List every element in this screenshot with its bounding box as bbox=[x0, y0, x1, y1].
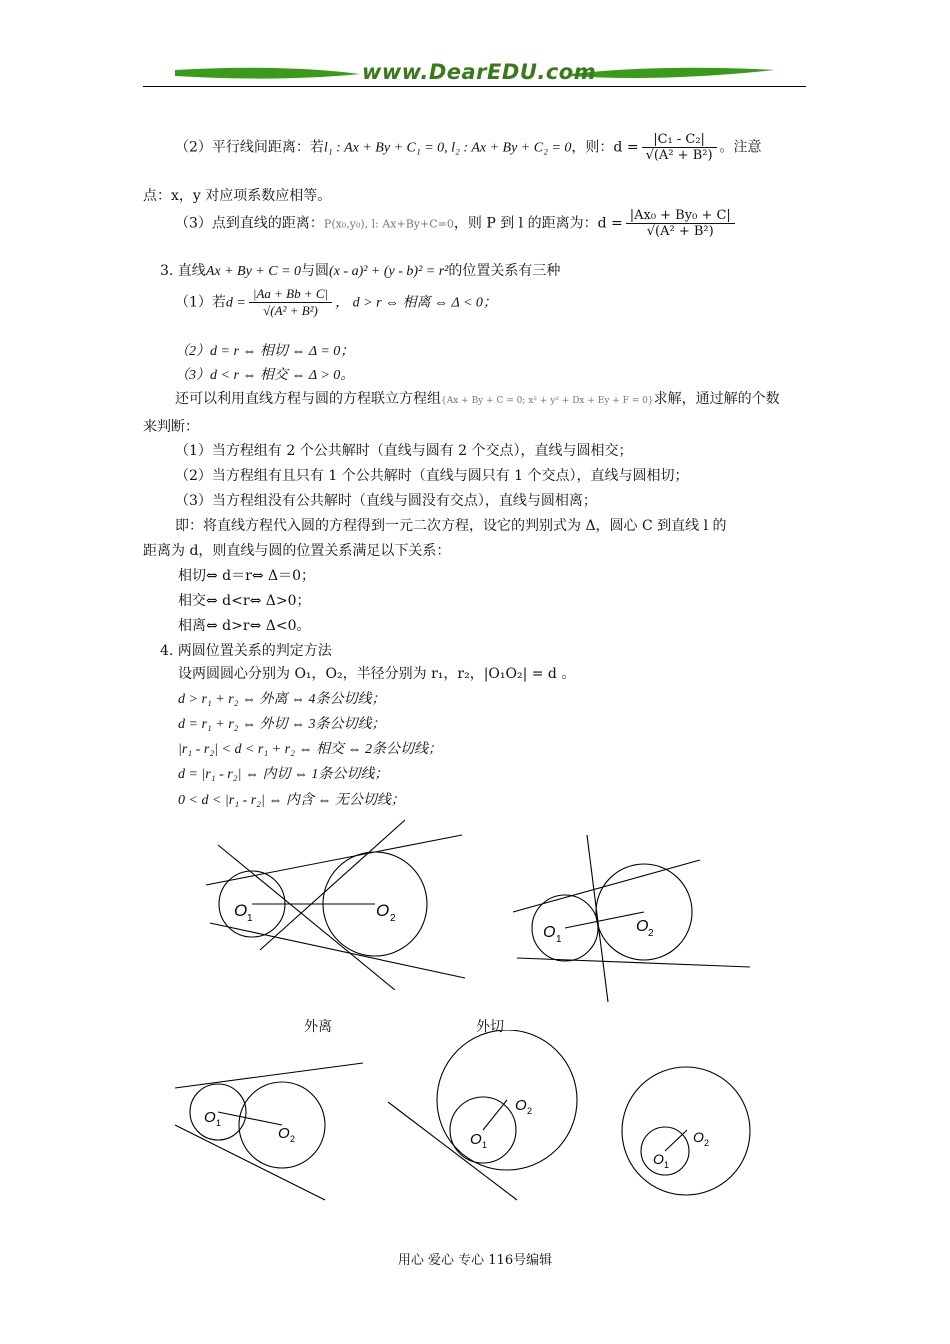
o1-sub: 1 bbox=[247, 913, 253, 924]
formula: ， d > r ⇔ 相离 ⇔ Δ < 0； bbox=[335, 295, 497, 311]
text: ，则：d = bbox=[571, 139, 639, 156]
parallel-distance-line bbox=[175, 132, 762, 163]
figure-contained bbox=[615, 1060, 760, 1200]
relation-line: 相交⇔ d<r⇔ Δ>0； bbox=[178, 593, 311, 609]
formula: Ax + By + C = 0 bbox=[205, 264, 302, 279]
case-intersect: （3）d < r ⇔ 相交 ⇔ Δ > 0。 bbox=[175, 368, 355, 383]
relation-line: d > r₁ + r₂ ⇔ 外离 ⇔ 4条公切线； bbox=[178, 692, 386, 707]
section-3-heading bbox=[160, 260, 560, 280]
case-separate bbox=[175, 286, 497, 319]
text: 求解，通过解的个数 bbox=[653, 391, 780, 407]
point-line-distance bbox=[175, 208, 738, 239]
system-method bbox=[175, 388, 780, 408]
formula: P(x₀,y₀), l: Ax+By+C=0 bbox=[323, 217, 454, 231]
text: （1）若 bbox=[175, 294, 226, 311]
denominator: √(A² + B²) bbox=[263, 303, 318, 318]
denominator: √(A² + B²) bbox=[646, 224, 714, 239]
o1-sub: 1 bbox=[482, 1140, 488, 1150]
site-logo-text: www.DearEDU.com bbox=[362, 60, 597, 84]
o2-label: O bbox=[515, 1097, 527, 1114]
figure-external-separate bbox=[200, 815, 480, 990]
fraction bbox=[642, 132, 717, 163]
o2-label: O bbox=[636, 918, 649, 935]
paragraph-line: （2）当方程组有且只有 1 个公共解时（直线与圆只有 1 个交点），直线与圆相切； bbox=[175, 468, 689, 484]
formula: l₁ : Ax + By + C₁ = 0, l₂ : Ax + By + C₂ = 0 bbox=[323, 140, 572, 156]
fraction bbox=[249, 286, 332, 319]
numerator: |Aa + Bb + C| bbox=[249, 286, 332, 303]
o1-label: O bbox=[234, 901, 248, 920]
figure-internal-tangent bbox=[385, 1030, 585, 1205]
text: 与圆 bbox=[301, 263, 330, 279]
numerator: |Ax₀ + By₀ + C| bbox=[626, 208, 735, 224]
text: 还可以利用直线方程与圆的方程联立方程组 bbox=[175, 391, 441, 407]
paragraph-line: （3）当方程组没有公共解时（直线与圆没有交点），直线与圆相离； bbox=[175, 493, 597, 509]
relation-line: 相切⇔ d＝r⇔ Δ＝0； bbox=[178, 568, 316, 584]
case-tangent: （2）d = r ⇔ 相切 ⇔ Δ = 0； bbox=[175, 344, 355, 359]
formula: (x - a)² + (y - b)² = r² bbox=[329, 264, 449, 279]
paragraph-line: 来判断： bbox=[143, 419, 199, 435]
numerator: |C₁ - C₂| bbox=[642, 132, 717, 148]
o1-sub: 1 bbox=[216, 1118, 222, 1128]
paragraph-line: 点：x，y 对应项系数应相等。 bbox=[143, 188, 332, 204]
paragraph-line: 距离为 d，则直线与圆的位置关系满足以下关系： bbox=[143, 543, 451, 559]
paragraph-line: 即：将直线方程代入圆的方程得到一元二次方程，设它的判别式为 Δ，圆心 C 到直线 l 的 bbox=[175, 518, 727, 534]
paragraph-line: 设两圆圆心分别为 O₁，O₂，半径分别为 r₁，r₂，|O₁O₂| = d 。 bbox=[178, 666, 576, 682]
text: （2）平行线间距离：若 bbox=[175, 139, 324, 156]
o2-sub: 2 bbox=[390, 913, 396, 924]
relation-line: |r₁ - r₂| < d < r₁ + r₂ ⇔ 相交 ⇔ 2条公切线； bbox=[178, 742, 442, 757]
figure-intersecting bbox=[170, 1060, 370, 1205]
o1-label: O bbox=[204, 1109, 216, 1126]
denominator: √(A² + B²) bbox=[645, 148, 713, 163]
figure-external-tangent bbox=[505, 830, 760, 1010]
o1-sub: 1 bbox=[556, 934, 562, 945]
page-footer: 用心 爱心 专心 116号编辑 bbox=[397, 1253, 553, 1268]
relation-line: 0 < d < |r₁ - r₂| ⇔ 内含 ⇔ 无公切线； bbox=[178, 793, 405, 808]
o2-sub: 2 bbox=[290, 1134, 296, 1144]
o2-label: O bbox=[376, 901, 390, 920]
section-4-heading: 4. 两圆位置关系的判定方法 bbox=[160, 643, 332, 659]
text: ，则 P 到 l 的距离为：d = bbox=[453, 215, 623, 232]
relation-line: d = r₁ + r₂ ⇔ 外切 ⇔ 3条公切线； bbox=[178, 717, 386, 732]
header-rule bbox=[143, 86, 806, 87]
o2-sub: 2 bbox=[648, 928, 654, 939]
paragraph-line: （1）当方程组有 2 个公共解时（直线与圆有 2 个交点），直线与圆相交； bbox=[175, 443, 633, 459]
o1-label: O bbox=[470, 1131, 482, 1148]
text: 。注意 bbox=[719, 139, 762, 156]
o1-sub: 1 bbox=[664, 1160, 670, 1170]
formula: {Ax + By + C = 0; x² + y² + Dx + Ey + F = 0} bbox=[441, 396, 654, 406]
o2-label: O bbox=[693, 1129, 704, 1145]
o1-label: O bbox=[543, 924, 556, 941]
text: 3. 直线 bbox=[160, 263, 206, 279]
relation-line: 相离⇔ d>r⇔ Δ<0。 bbox=[178, 618, 311, 634]
text: （3）点到直线的距离： bbox=[175, 215, 324, 232]
o2-sub: 2 bbox=[527, 1106, 533, 1116]
o2-sub: 2 bbox=[704, 1138, 710, 1148]
caption-external-separate: 外离 bbox=[304, 1019, 332, 1035]
text: 的位置关系有三种 bbox=[448, 263, 561, 279]
fraction bbox=[626, 208, 735, 239]
relation-line: d = |r₁ - r₂| ⇔ 内切 ⇔ 1条公切线； bbox=[178, 767, 389, 782]
formula: d = bbox=[225, 295, 246, 311]
o2-label: O bbox=[278, 1125, 290, 1142]
o1-label: O bbox=[653, 1151, 664, 1167]
caption-external-tangent: 外切 bbox=[476, 1019, 504, 1035]
